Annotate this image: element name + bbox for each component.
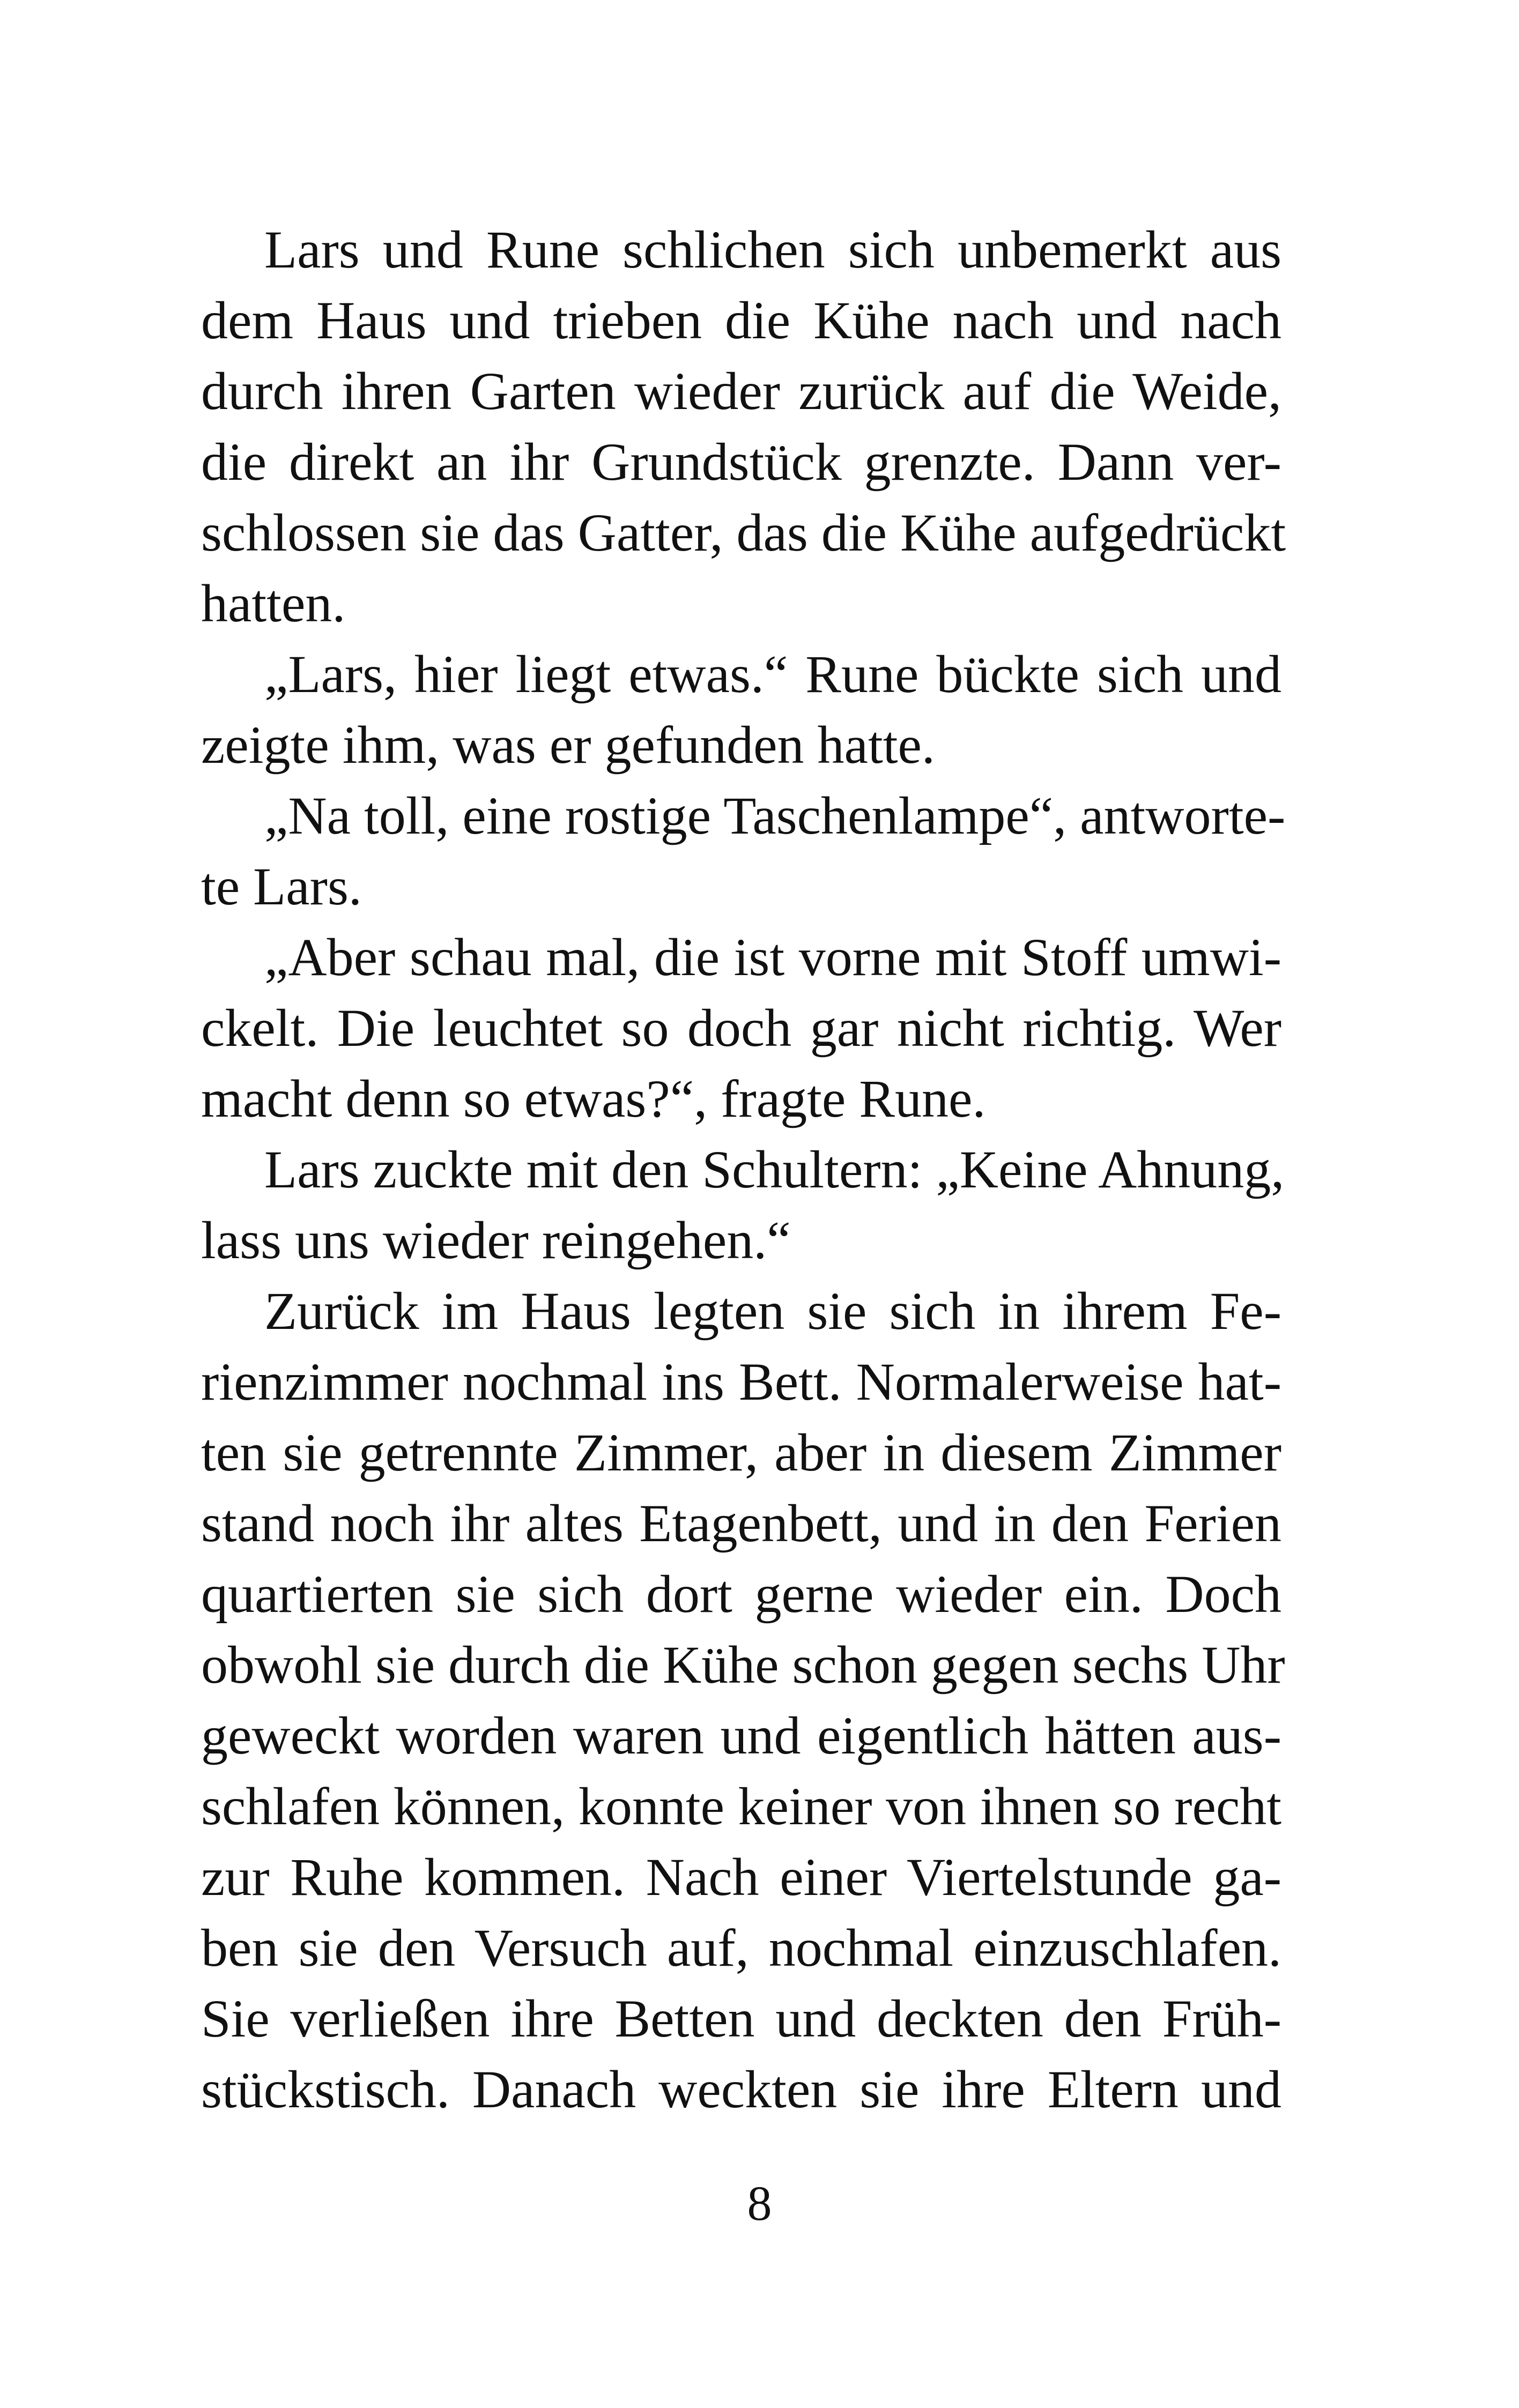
text-line: ben sie den Versuch auf, nochmal einzuschlafen. [201,1918,1281,1978]
text-line: „Lars, hier liegt etwas.“ Rune bückte sich und [264,644,1281,704]
text-line: stückstisch. Danach weckten sie ihre Eltern und [201,2060,1281,2119]
text-line: schlossen sie das Gatter, das die Kühe aufgedrückt [201,503,1286,562]
body-text [201,214,1286,2125]
page-number: 8 [747,2176,772,2231]
text-line: stand noch ihr altes Etagenbett, und in den Ferien [201,1493,1281,1553]
text-line: Lars und Rune schlichen sich unbemerkt aus [264,220,1281,279]
text-line: „Aber schau mal, die ist vorne mit Stoff umwi- [264,927,1281,987]
text-line: ckelt. Die leuchtet so doch gar nicht richtig. Wer [201,998,1281,1058]
text-line: geweckt worden waren und eigentlich hätten aus- [201,1706,1281,1765]
text-line: obwohl sie durch die Kühe schon gegen sechs Uhr [201,1635,1285,1694]
text-line: rienzimmer nochmal ins Bett. Normalerweise hat- [201,1352,1281,1411]
text-line: zur Ruhe kommen. Nach einer Viertelstunde ga- [201,1847,1281,1907]
text-line: quartierten sie sich dort gerne wieder ein. Doch [201,1564,1281,1624]
text-line: „Na toll, eine rostige Taschenlampe“, antworte- [264,786,1286,845]
text-line: schlafen können, konnte keiner von ihnen so recht [201,1777,1281,1836]
text-line: te Lars. [201,857,362,916]
text-line: zeigte ihm, was er gefunden hatte. [201,715,935,775]
text-line: ten sie getrennte Zimmer, aber in diesem Zimmer [201,1423,1281,1482]
text-line: lass uns wieder reingehen.“ [201,1210,791,1270]
text-line: hatten. [201,574,346,633]
text-line: durch ihren Garten wieder zurück auf die Weide, [201,361,1281,421]
text-line: Lars zuckte mit den Schultern: „Keine Ahnung, [264,1140,1285,1199]
text-line: dem Haus und trieben die Kühe nach und nach [201,291,1281,350]
text-line: die direkt an ihr Grundstück grenzte. Dann ver- [201,432,1281,492]
text-line: macht denn so etwas?“, fragte Rune. [201,1069,986,1128]
text-line: Sie verließen ihre Betten und deckten den Früh- [201,1989,1281,2048]
text-line: Zurück im Haus legten sie sich in ihrem Fe- [264,1281,1281,1341]
